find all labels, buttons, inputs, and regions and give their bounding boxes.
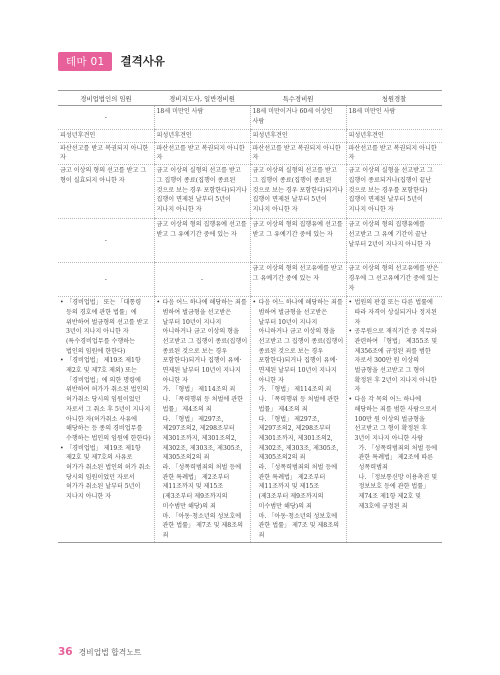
list-item: • 공무원으로 재직기간 중 직무와 관련하여 「형법」 제355조 및 제356조에 규정된 죄를 범한 자로서 300만 원 이상의 벌금형을 선고받고 그 형이 확정된 후 2년이 지나지 아니한 자 — [349, 327, 441, 395]
column-header-special-guard: 특수경비원 — [250, 91, 346, 106]
column-header-police: 청원경찰 — [346, 91, 442, 106]
column-header-guard: 경비지도사, 일반경비원 — [154, 91, 250, 106]
table-cell: 금고 이상의 형의 집행유예를 선고받고 그 유예 기간이 끝난 날부터 2년이 지나지 아니한 자 — [346, 219, 442, 263]
table-cell: 18세 미만이거나 60세 이상인 사람 — [250, 106, 346, 130]
table-row — [58, 263, 442, 297]
section-title: 결격사유 — [120, 54, 165, 68]
theme-badge: 테마 01 — [58, 52, 112, 71]
table-cell: - — [58, 219, 154, 263]
sub-item: 가. 「형법」 제114조의 죄 — [258, 386, 332, 394]
table-cell: 피성년후견인 — [346, 130, 442, 143]
table-cell: 금고 이상의 형의 집행유예 선고를 받고 그 유예기간 중에 있는 자 — [154, 219, 250, 263]
table-cell: - — [58, 263, 154, 297]
table-cell: 피성년후견인 — [250, 130, 346, 143]
table-cell: 금고 이상의 형의 집행유예 선고를 받고 그 유예기간 중에 있는 자 — [250, 219, 346, 263]
sub-item: 라. 「성폭력범죄의 처벌 등에 관한 특례법」 제2조부터 제11조까지 및 제15조(제3조부터 제9조까지의 미수범만 해당)의 죄 — [162, 464, 242, 510]
table-cell: 금고 이상의 실형의 선고를 받고 그 집행이 종료(집행이 종료된 것으로 보는 경우 포함한다)되거나 집행이 면제된 날부터 5년이 지나지 아니한 자 — [250, 165, 346, 219]
sub-item: 나. 「정보통신망 이용촉진 및 정보보호 등에 관한 법률」 제74조 제1항 제2호 및 제3호에 규정된 죄 — [358, 473, 438, 510]
sub-item: 가. 「형법」 제114조의 죄 — [162, 386, 236, 394]
table-cell: 파산선고를 받고 복권되지 아니한 자 — [346, 142, 442, 164]
list-item: • 다음 어느 하나에 해당하는 죄를 범하여 벌금형을 선고받은 날부터 10년이 지나지 아니하거나 금고 이상의 형을 선고받고 그 집행이 종료(집행이 종료된 것으로 보는 경우 포함한다)되거나 집행이 유예·면제된 날부터 10년이 지나지 아니한 자 — [157, 298, 248, 385]
list-item: • 「경비업법」 제19조 제1항 제2호 및 제7호 제외) 또는 「경비업법」에 의한 명령에 위반하여 허가가 취소된 법인의 허가취소 당시의 임원이었던 자로서 그 취소 후 5년이 지나지 아니한 자(허가취소 사유에 해당하는 등 종의 경비업무를 수행하는 법인의 임원에 한한다) — [60, 356, 152, 443]
sub-item: 가. 「성폭력범죄의 처벌 등에 관한 특례법」 제2조에 따른 성폭력범죄 — [358, 444, 438, 472]
sub-item: 다. 「형법」 제297조, 제297조의2, 제298조부터 제301조까지, 제301조의2, 제302조, 제303조, 제305조, 제305조의2의 죄 — [258, 415, 339, 462]
sub-item: 나. 「폭력행위 등 처벌에 관한 법률」 제4조의 죄 — [258, 396, 340, 413]
sub-item: 다. 「형법」 제297조, 제297조의2, 제298조부터 제301조까지, 제301조의2, 제302조, 제303조, 제305조, 제305조의2의 죄 — [162, 415, 243, 462]
sub-item: 라. 「성폭력범죄의 처벌 등에 관한 특례법」 제2조부터 제11조까지 및 제15조(제3조부터 제9조까지의 미수범만 해당)의 죄 — [258, 464, 338, 510]
list-item: • 다음 어느 하나에 해당하는 죄를 범하여 벌금형을 선고받은 날부터 10년이 지나지 아니하거나 금고 이상의 형을 선고받고 그 집행이 종료(집행이 종료된 것으로 보는 경우 포함한다)되거나 집행이 유예·면제된 날부터 10년이 지나지 아니한 자 — [253, 298, 344, 385]
table-cell: 파산선고를 받고 복권되지 아니한 자 — [250, 142, 346, 164]
sub-item: 마. 「아동·청소년의 성보호에 관한 법률」 제7조 및 제8조의 죄 — [162, 512, 243, 539]
list-item: • 「경비업법」 또는 「대통령 등의 경호에 관한 법률」에 위반하여 벌금형의 선고를 받고 3년이 지나지 아니한 자(특수경비업무를 수행하는 법인의 임원에 한한다) — [60, 298, 152, 356]
disqualification-table — [58, 90, 442, 543]
table-row — [58, 297, 442, 543]
section-header — [58, 51, 165, 71]
list-item: • 다음 각 목의 어느 하나에 해당하는 죄를 범한 사람으로서 100만 원 이상의 벌금형을 선고받고 그 형이 확정된 후 3년이 지나지 아니한 사람 — [349, 395, 441, 444]
table-cell: 피성년후견인 — [58, 130, 154, 143]
table-cell: - — [58, 106, 154, 130]
table-row — [58, 219, 442, 263]
table-cell: 18세 미만인 사람 — [346, 106, 442, 130]
page-footer — [58, 646, 141, 658]
table-cell — [250, 297, 346, 543]
table-cell — [58, 297, 154, 543]
list-item: • 법원의 판결 또는 다른 법률에 따라 자격이 상실되거나 정지된 자 — [349, 298, 441, 327]
table-row — [58, 165, 442, 219]
table-cell: - — [154, 263, 250, 297]
book-title: 경비업법 합격노트 — [78, 648, 142, 657]
table-cell — [346, 297, 442, 543]
table-cell: 18세 미만인 사람 — [154, 106, 250, 130]
sub-item: 마. 「아동·청소년의 성보호에 관한 법률」 제7조 및 제8조의 죄 — [258, 512, 339, 539]
table-cell: 피성년후견인 — [154, 130, 250, 143]
table-cell: 파산선고를 받고 복권되지 아니한 자 — [154, 142, 250, 164]
table-cell: 금고 이상의 실형을 선고받고 그 집행이 종료되거나(집행이 끝난 것으로 보는 경우를 포함한다) 집행이 면제된 날부터 5년이 지나지 아니한 자 — [346, 165, 442, 219]
table-cell: 금고 이상의 형의 선고유예를 받은 경우에 그 선고유예기간 중에 있는 자 — [346, 263, 442, 297]
table-cell: 파산선고를 받고 복권되지 아니한 자 — [58, 142, 154, 164]
list-item: • 「경비업법」 제19조 제1항 제2호 및 제7호의 사유로 허가가 취소된 법인의 허가 취소 당시의 임원이었던 자로서 허가가 취소된 날부터 5년이 지나지 아니한 자 — [60, 444, 152, 502]
sub-item: 나. 「폭력행위 등 처벌에 관한 법률」 제4조의 죄 — [162, 396, 244, 413]
table-row — [58, 130, 442, 143]
table-cell: 금고 이상의 형의 선고를 받고 그 형이 실효되지 아니한 자 — [58, 165, 154, 219]
table-header-row — [58, 91, 442, 106]
column-header-executive: 경비업법인의 임원 — [58, 91, 154, 106]
table-cell: 금고 이상의 형의 선고유예를 받고 그 유예기간 중에 있는 자 — [250, 263, 346, 297]
table-cell: 금고 이상의 실형의 선고를 받고 그 집행이 종료(집행이 종료된 것으로 보는 경우 포함한다)되거나 집행이 면제된 날부터 5년이 지나지 아니한 자 — [154, 165, 250, 219]
table-cell — [154, 297, 250, 543]
table-row — [58, 106, 442, 130]
table-row — [58, 142, 442, 164]
page-number: 36 — [58, 646, 73, 658]
